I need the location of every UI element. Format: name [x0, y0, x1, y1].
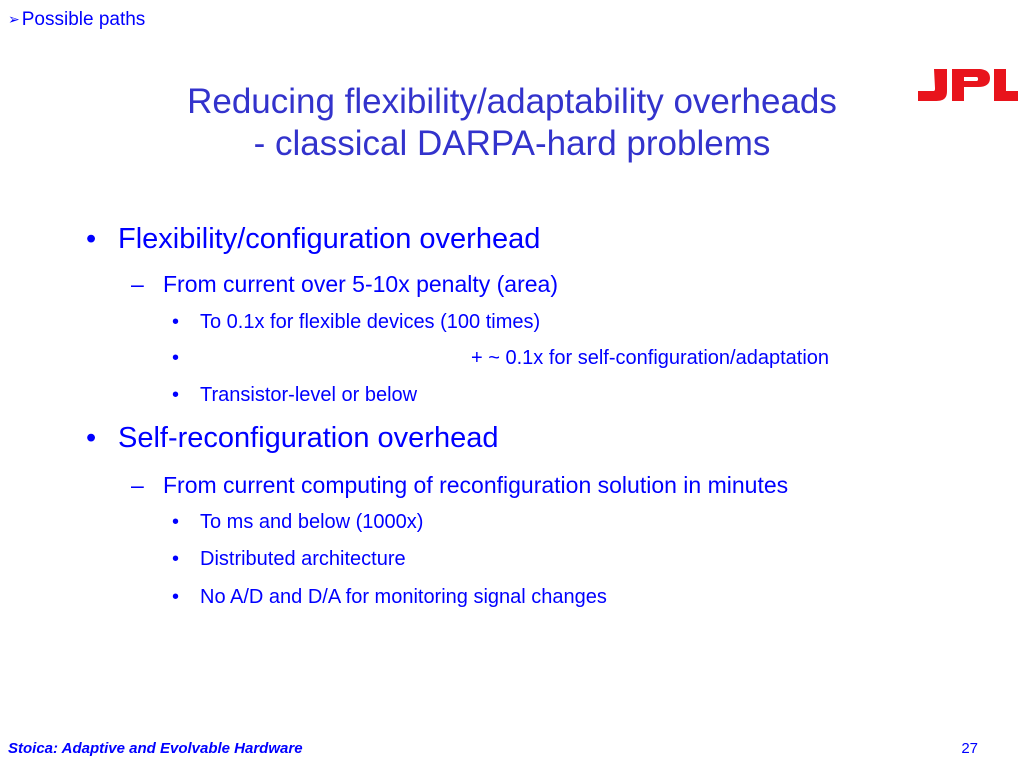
bullet-2-1-1-text: To ms and below (1000x): [200, 511, 424, 533]
bullet-2-text: Self-reconfiguration overhead: [118, 422, 499, 454]
bullet-2-mark: •: [86, 422, 97, 454]
title-line-1: Reducing flexibility/adaptability overheads: [187, 82, 837, 121]
breadcrumb-label: Possible paths: [21, 9, 146, 30]
title-line-2: - classical DARPA-hard problems: [253, 124, 771, 163]
page-number: 27: [961, 740, 978, 757]
bullet-1-mark: •: [86, 223, 97, 255]
bullet-2-1-text: From current computing of reconfiguration solution in minutes: [163, 472, 789, 498]
bullet-2-1-2-mark: •: [172, 548, 180, 570]
bullet-1-1-3-text: Transistor-level or below: [200, 384, 418, 406]
bullet-1-1-2-mark: •: [172, 347, 180, 369]
footer-title: Stoica: Adaptive and Evolvable Hardware: [8, 740, 303, 757]
bullet-1-1-3-mark: •: [172, 384, 180, 406]
bullet-2-1-3-mark: •: [172, 586, 180, 608]
bullet-1-1-text: From current over 5-10x penalty (area): [163, 271, 558, 297]
bullet-1-1-2-text: + ~ 0.1x for self-configuration/adaptation: [471, 347, 830, 369]
arrow-bullet-icon: ➢: [8, 11, 20, 27]
bullet-2-1-3-text: No A/D and D/A for monitoring signal changes: [200, 586, 607, 608]
bullet-2-1-mark: –: [131, 472, 144, 498]
bullet-2-1-1-mark: •: [172, 511, 180, 533]
bullet-1-text: Flexibility/configuration overhead: [118, 223, 541, 255]
bullet-2-1-2-text: Distributed architecture: [200, 548, 406, 570]
bullet-1-1-1-mark: •: [172, 311, 180, 333]
slide-title: [0, 81, 1024, 165]
bullet-1-1-1-text: To 0.1x for flexible devices (100 times): [200, 311, 541, 333]
bullet-1-1-mark: –: [131, 271, 144, 297]
breadcrumb: [8, 9, 145, 31]
